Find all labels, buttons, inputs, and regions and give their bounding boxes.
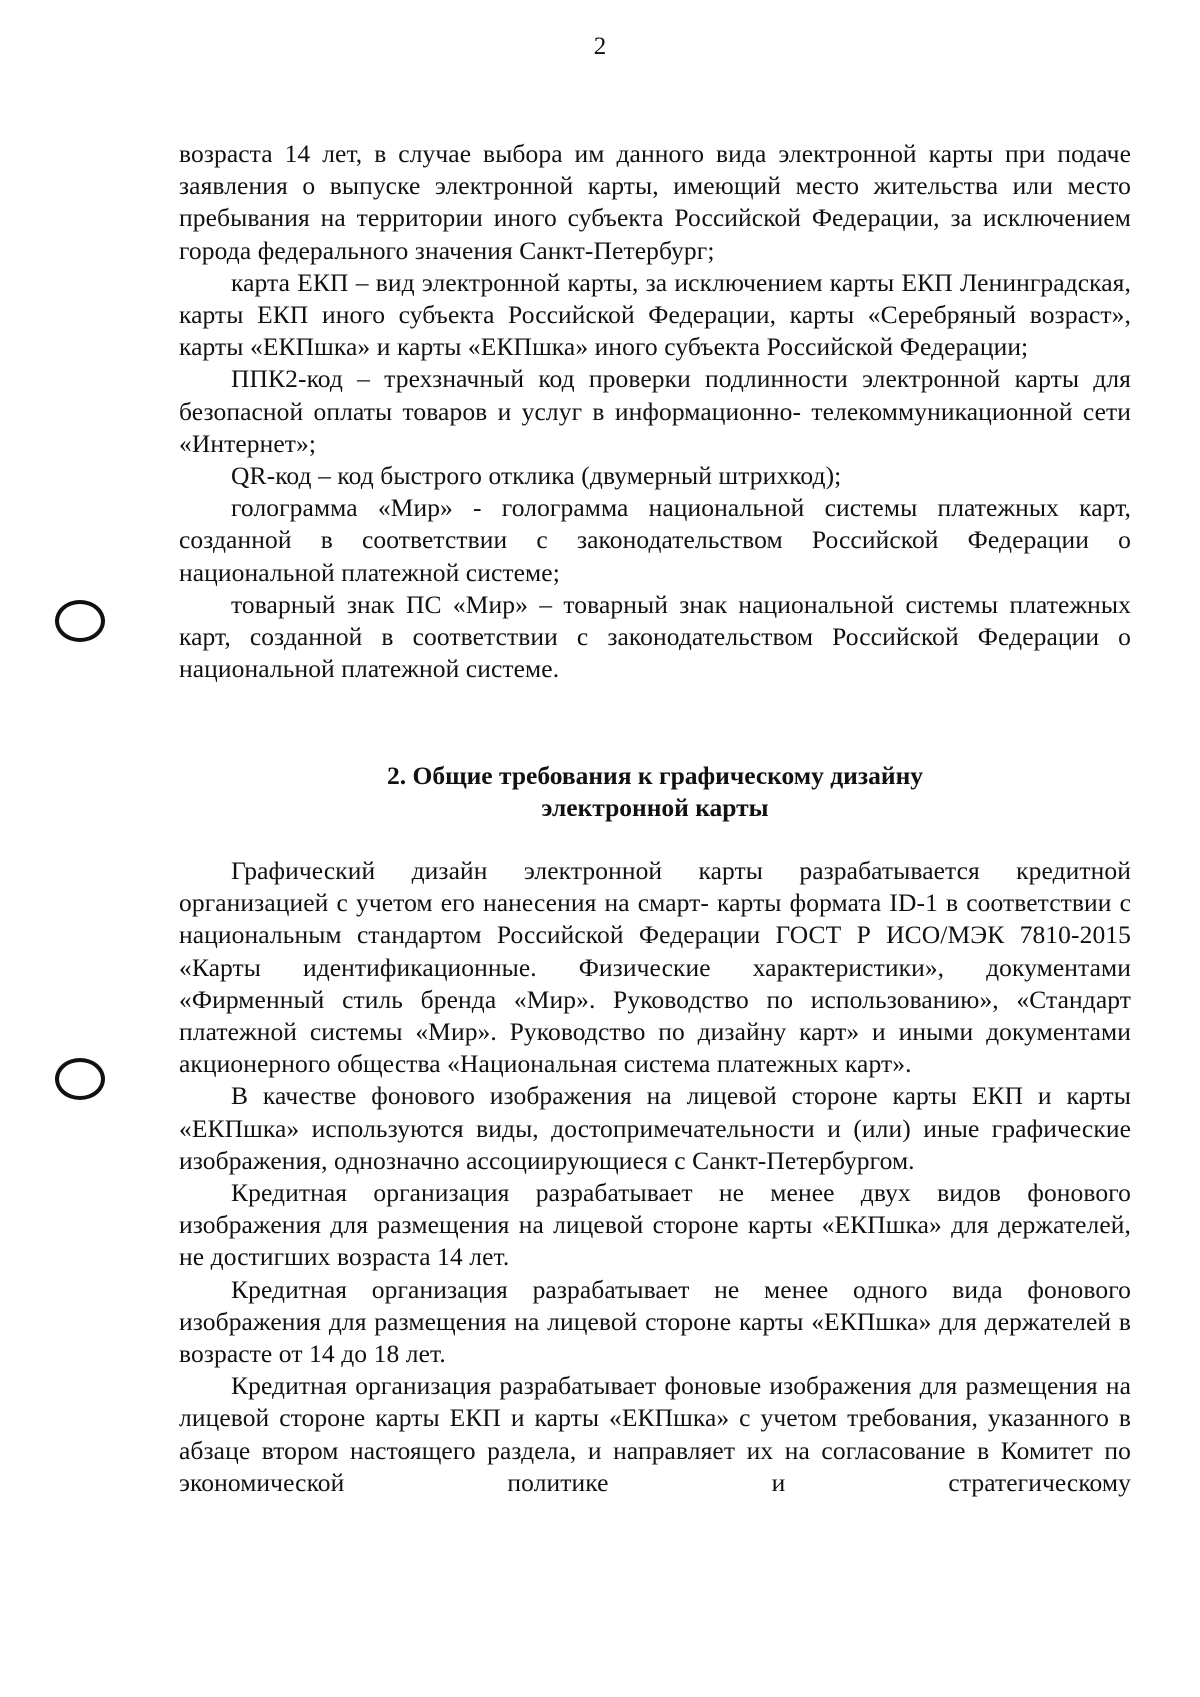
definitions-list bbox=[179, 138, 1131, 685]
paragraph: Кредитная организация разрабатывает не менее одного вида фонового изображения для размещения на лицевой стороне карты «ЕКПшка» для держателей в возрасте от 14 до 18 лет. bbox=[179, 1274, 1131, 1369]
paragraph: голограмма «Мир» - голограмма национальной системы платежных карт, созданной в соответствии с законодательством Российской Федерации о национальной платежной системе; bbox=[179, 493, 1131, 587]
section-heading bbox=[179, 760, 1131, 824]
paragraph: Кредитная организация разрабатывает фоновые изображения для размещения на лицевой стороне карты ЕКП и карты «ЕКПшка» с учетом требования, указанного в абзаце втором настоящего раздела, и направляет их на согласование в Комитет по экономической политике и стратегическому bbox=[179, 1371, 1131, 1497]
paragraph: карта ЕКП – вид электронной карты, за исключением карты ЕКП Ленинградская, карты ЕКП иного субъекта Российской Федерации, карты «Серебряный возраст», карты «ЕКПшка» и карты «ЕКПшка» иного субъекта Российской Федерации; bbox=[179, 267, 1131, 362]
paragraph: ППК2-код – трехзначный код проверки подлинности электронной карты для безопасной оплаты товаров и услуг в информационно- телекоммуникационной сети «Интернет»; bbox=[179, 364, 1131, 458]
paragraph: В качестве фонового изображения на лицевой стороне карты ЕКП и карты «ЕКПшка» используются виды, достопримечательности и (или) иные графические изображения, однозначно ассоциирующиеся с Санкт-Петербургом. bbox=[179, 1081, 1131, 1175]
paragraph: возраста 14 лет, в случае выбора им данного вида электронной карты при подаче заявления о выпуске электронной карты, имеющий место жительства или место пребывания на территории иного субъекта Российской Федерации, за исключением города федерального значения Санкт-Петербург; bbox=[179, 139, 1131, 265]
paragraph: Кредитная организация разрабатывает не менее двух видов фонового изображения для размещения на лицевой стороне карты «ЕКПшка» для держателей, не достигших возраста 14 лет. bbox=[179, 1178, 1131, 1272]
punch-hole-mark bbox=[55, 1058, 105, 1100]
section-heading-line: электронной карты bbox=[541, 793, 769, 822]
paragraph: товарный знак ПС «Мир» – товарный знак национальной системы платежных карт, созданной в соответствии с законодательством Российской Федерации о национальной платежной системе. bbox=[179, 589, 1131, 684]
punch-hole-mark bbox=[55, 600, 105, 642]
section-heading-line: 2. Общие требования к графическому дизайну bbox=[386, 761, 924, 790]
page-number: 2 bbox=[593, 33, 607, 60]
section-body bbox=[179, 855, 1131, 1499]
paragraph: Графический дизайн электронной карты разрабатывается кредитной организацией с учетом его нанесения на смарт- карты формата ID-1 в соответствии с национальным стандартом Российской Федерации ГОСТ Р ИСО/МЭК 7810-2015 «Карты идентификационные. Физические характеристики», документами «Фирменный стиль бренда «Мир». Руководство по использованию», «Стандарт платежной системы «Мир». Руководство по дизайну карт» и иными документами акционерного общества «Национальная система платежных карт». bbox=[179, 856, 1131, 1079]
paragraph: QR-код – код быстрого отклика (двумерный штрихкод); bbox=[231, 461, 842, 491]
